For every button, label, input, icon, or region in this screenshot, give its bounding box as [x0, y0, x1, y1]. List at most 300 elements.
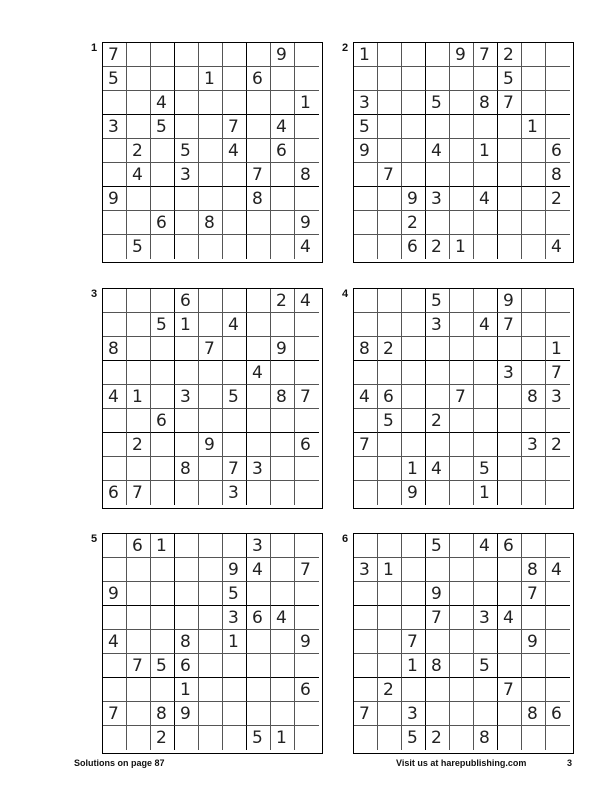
empty-cell[interactable]	[426, 115, 450, 139]
empty-cell[interactable]	[247, 313, 271, 337]
empty-cell[interactable]	[247, 678, 271, 702]
empty-cell[interactable]	[175, 409, 199, 433]
empty-cell[interactable]	[450, 654, 474, 678]
empty-cell[interactable]	[103, 139, 127, 163]
empty-cell[interactable]	[546, 67, 570, 91]
empty-cell[interactable]	[151, 187, 175, 211]
empty-cell[interactable]	[271, 534, 295, 558]
empty-cell[interactable]	[295, 361, 319, 385]
empty-cell[interactable]	[378, 433, 402, 457]
empty-cell[interactable]	[498, 702, 522, 726]
empty-cell[interactable]	[271, 481, 295, 505]
empty-cell[interactable]	[402, 534, 426, 558]
empty-cell[interactable]	[474, 678, 498, 702]
empty-cell[interactable]	[378, 211, 402, 235]
empty-cell[interactable]	[199, 678, 223, 702]
empty-cell[interactable]	[402, 91, 426, 115]
empty-cell[interactable]	[295, 726, 319, 750]
empty-cell[interactable]	[127, 606, 151, 630]
empty-cell[interactable]	[546, 606, 570, 630]
empty-cell[interactable]	[354, 606, 378, 630]
empty-cell[interactable]	[271, 433, 295, 457]
empty-cell[interactable]	[295, 654, 319, 678]
empty-cell[interactable]	[354, 630, 378, 654]
empty-cell[interactable]	[151, 289, 175, 313]
empty-cell[interactable]	[522, 187, 546, 211]
empty-cell[interactable]	[450, 409, 474, 433]
empty-cell[interactable]	[522, 337, 546, 361]
empty-cell[interactable]	[474, 337, 498, 361]
empty-cell[interactable]	[223, 211, 247, 235]
empty-cell[interactable]	[151, 558, 175, 582]
empty-cell[interactable]	[247, 409, 271, 433]
empty-cell[interactable]	[247, 211, 271, 235]
empty-cell[interactable]	[522, 534, 546, 558]
empty-cell[interactable]	[103, 534, 127, 558]
empty-cell[interactable]	[199, 654, 223, 678]
empty-cell[interactable]	[103, 211, 127, 235]
empty-cell[interactable]	[522, 91, 546, 115]
empty-cell[interactable]	[175, 433, 199, 457]
empty-cell[interactable]	[199, 582, 223, 606]
empty-cell[interactable]	[295, 313, 319, 337]
empty-cell[interactable]	[223, 361, 247, 385]
empty-cell[interactable]	[271, 582, 295, 606]
empty-cell[interactable]	[295, 115, 319, 139]
empty-cell[interactable]	[151, 457, 175, 481]
empty-cell[interactable]	[151, 481, 175, 505]
empty-cell[interactable]	[271, 235, 295, 259]
empty-cell[interactable]	[127, 409, 151, 433]
empty-cell[interactable]	[474, 433, 498, 457]
empty-cell[interactable]	[402, 385, 426, 409]
empty-cell[interactable]	[151, 163, 175, 187]
empty-cell[interactable]	[175, 337, 199, 361]
empty-cell[interactable]	[354, 654, 378, 678]
empty-cell[interactable]	[402, 409, 426, 433]
empty-cell[interactable]	[474, 115, 498, 139]
empty-cell[interactable]	[402, 678, 426, 702]
empty-cell[interactable]	[474, 385, 498, 409]
empty-cell[interactable]	[354, 409, 378, 433]
empty-cell[interactable]	[378, 115, 402, 139]
empty-cell[interactable]	[271, 91, 295, 115]
empty-cell[interactable]	[522, 139, 546, 163]
empty-cell[interactable]	[474, 582, 498, 606]
empty-cell[interactable]	[127, 211, 151, 235]
empty-cell[interactable]	[223, 654, 247, 678]
empty-cell[interactable]	[223, 678, 247, 702]
empty-cell[interactable]	[474, 630, 498, 654]
empty-cell[interactable]	[522, 409, 546, 433]
empty-cell[interactable]	[498, 582, 522, 606]
empty-cell[interactable]	[522, 654, 546, 678]
empty-cell[interactable]	[450, 558, 474, 582]
empty-cell[interactable]	[522, 67, 546, 91]
empty-cell[interactable]	[450, 606, 474, 630]
empty-cell[interactable]	[103, 289, 127, 313]
empty-cell[interactable]	[450, 115, 474, 139]
empty-cell[interactable]	[498, 481, 522, 505]
empty-cell[interactable]	[271, 163, 295, 187]
empty-cell[interactable]	[103, 654, 127, 678]
empty-cell[interactable]	[151, 361, 175, 385]
empty-cell[interactable]	[175, 115, 199, 139]
empty-cell[interactable]	[450, 361, 474, 385]
empty-cell[interactable]	[271, 678, 295, 702]
empty-cell[interactable]	[175, 606, 199, 630]
empty-cell[interactable]	[474, 67, 498, 91]
empty-cell[interactable]	[271, 558, 295, 582]
empty-cell[interactable]	[295, 67, 319, 91]
empty-cell[interactable]	[474, 211, 498, 235]
empty-cell[interactable]	[402, 115, 426, 139]
empty-cell[interactable]	[450, 534, 474, 558]
empty-cell[interactable]	[199, 313, 223, 337]
empty-cell[interactable]	[247, 91, 271, 115]
empty-cell[interactable]	[450, 337, 474, 361]
empty-cell[interactable]	[498, 457, 522, 481]
empty-cell[interactable]	[426, 67, 450, 91]
empty-cell[interactable]	[295, 409, 319, 433]
empty-cell[interactable]	[402, 433, 426, 457]
empty-cell[interactable]	[175, 235, 199, 259]
empty-cell[interactable]	[151, 67, 175, 91]
empty-cell[interactable]	[127, 630, 151, 654]
empty-cell[interactable]	[295, 481, 319, 505]
empty-cell[interactable]	[247, 582, 271, 606]
empty-cell[interactable]	[127, 558, 151, 582]
empty-cell[interactable]	[378, 289, 402, 313]
empty-cell[interactable]	[354, 67, 378, 91]
empty-cell[interactable]	[378, 457, 402, 481]
empty-cell[interactable]	[450, 433, 474, 457]
empty-cell[interactable]	[474, 235, 498, 259]
empty-cell[interactable]	[498, 187, 522, 211]
empty-cell[interactable]	[402, 361, 426, 385]
empty-cell[interactable]	[546, 91, 570, 115]
empty-cell[interactable]	[354, 481, 378, 505]
empty-cell[interactable]	[402, 558, 426, 582]
empty-cell[interactable]	[223, 337, 247, 361]
empty-cell[interactable]	[354, 187, 378, 211]
empty-cell[interactable]	[199, 289, 223, 313]
empty-cell[interactable]	[295, 702, 319, 726]
empty-cell[interactable]	[498, 211, 522, 235]
empty-cell[interactable]	[175, 67, 199, 91]
empty-cell[interactable]	[402, 139, 426, 163]
empty-cell[interactable]	[247, 289, 271, 313]
empty-cell[interactable]	[402, 337, 426, 361]
empty-cell[interactable]	[103, 361, 127, 385]
empty-cell[interactable]	[498, 235, 522, 259]
empty-cell[interactable]	[546, 534, 570, 558]
empty-cell[interactable]	[402, 606, 426, 630]
empty-cell[interactable]	[247, 235, 271, 259]
empty-cell[interactable]	[522, 289, 546, 313]
empty-cell[interactable]	[199, 91, 223, 115]
empty-cell[interactable]	[103, 678, 127, 702]
empty-cell[interactable]	[175, 187, 199, 211]
empty-cell[interactable]	[546, 43, 570, 67]
empty-cell[interactable]	[199, 385, 223, 409]
empty-cell[interactable]	[247, 115, 271, 139]
empty-cell[interactable]	[426, 678, 450, 702]
empty-cell[interactable]	[175, 726, 199, 750]
empty-cell[interactable]	[151, 678, 175, 702]
empty-cell[interactable]	[450, 289, 474, 313]
empty-cell[interactable]	[378, 534, 402, 558]
empty-cell[interactable]	[354, 534, 378, 558]
empty-cell[interactable]	[295, 187, 319, 211]
empty-cell[interactable]	[247, 139, 271, 163]
empty-cell[interactable]	[522, 726, 546, 750]
empty-cell[interactable]	[103, 91, 127, 115]
empty-cell[interactable]	[151, 582, 175, 606]
empty-cell[interactable]	[223, 289, 247, 313]
empty-cell[interactable]	[426, 702, 450, 726]
empty-cell[interactable]	[247, 337, 271, 361]
empty-cell[interactable]	[295, 337, 319, 361]
empty-cell[interactable]	[295, 43, 319, 67]
empty-cell[interactable]	[378, 139, 402, 163]
empty-cell[interactable]	[199, 630, 223, 654]
empty-cell[interactable]	[450, 481, 474, 505]
empty-cell[interactable]	[426, 433, 450, 457]
empty-cell[interactable]	[103, 726, 127, 750]
empty-cell[interactable]	[546, 654, 570, 678]
empty-cell[interactable]	[103, 606, 127, 630]
empty-cell[interactable]	[199, 726, 223, 750]
empty-cell[interactable]	[103, 457, 127, 481]
empty-cell[interactable]	[127, 726, 151, 750]
empty-cell[interactable]	[271, 630, 295, 654]
empty-cell[interactable]	[426, 385, 450, 409]
empty-cell[interactable]	[127, 582, 151, 606]
empty-cell[interactable]	[151, 235, 175, 259]
empty-cell[interactable]	[498, 385, 522, 409]
empty-cell[interactable]	[223, 702, 247, 726]
empty-cell[interactable]	[378, 187, 402, 211]
empty-cell[interactable]	[546, 582, 570, 606]
empty-cell[interactable]	[354, 726, 378, 750]
empty-cell[interactable]	[271, 211, 295, 235]
empty-cell[interactable]	[151, 337, 175, 361]
empty-cell[interactable]	[127, 313, 151, 337]
empty-cell[interactable]	[378, 235, 402, 259]
empty-cell[interactable]	[402, 163, 426, 187]
empty-cell[interactable]	[378, 481, 402, 505]
empty-cell[interactable]	[474, 702, 498, 726]
empty-cell[interactable]	[498, 654, 522, 678]
empty-cell[interactable]	[127, 43, 151, 67]
empty-cell[interactable]	[199, 361, 223, 385]
empty-cell[interactable]	[402, 43, 426, 67]
empty-cell[interactable]	[546, 457, 570, 481]
empty-cell[interactable]	[127, 289, 151, 313]
empty-cell[interactable]	[223, 163, 247, 187]
empty-cell[interactable]	[271, 313, 295, 337]
empty-cell[interactable]	[546, 678, 570, 702]
empty-cell[interactable]	[271, 457, 295, 481]
empty-cell[interactable]	[450, 702, 474, 726]
empty-cell[interactable]	[175, 534, 199, 558]
empty-cell[interactable]	[175, 91, 199, 115]
empty-cell[interactable]	[378, 726, 402, 750]
empty-cell[interactable]	[223, 433, 247, 457]
empty-cell[interactable]	[271, 67, 295, 91]
empty-cell[interactable]	[498, 630, 522, 654]
empty-cell[interactable]	[498, 139, 522, 163]
empty-cell[interactable]	[295, 606, 319, 630]
empty-cell[interactable]	[199, 235, 223, 259]
empty-cell[interactable]	[378, 91, 402, 115]
empty-cell[interactable]	[354, 235, 378, 259]
empty-cell[interactable]	[378, 361, 402, 385]
empty-cell[interactable]	[175, 43, 199, 67]
empty-cell[interactable]	[175, 211, 199, 235]
empty-cell[interactable]	[522, 678, 546, 702]
empty-cell[interactable]	[474, 163, 498, 187]
empty-cell[interactable]	[522, 457, 546, 481]
empty-cell[interactable]	[546, 313, 570, 337]
empty-cell[interactable]	[354, 211, 378, 235]
empty-cell[interactable]	[247, 654, 271, 678]
empty-cell[interactable]	[151, 630, 175, 654]
empty-cell[interactable]	[450, 630, 474, 654]
empty-cell[interactable]	[151, 385, 175, 409]
empty-cell[interactable]	[199, 163, 223, 187]
empty-cell[interactable]	[546, 726, 570, 750]
empty-cell[interactable]	[127, 115, 151, 139]
empty-cell[interactable]	[522, 606, 546, 630]
empty-cell[interactable]	[354, 163, 378, 187]
empty-cell[interactable]	[402, 313, 426, 337]
empty-cell[interactable]	[199, 606, 223, 630]
empty-cell[interactable]	[378, 67, 402, 91]
empty-cell[interactable]	[127, 361, 151, 385]
empty-cell[interactable]	[223, 187, 247, 211]
empty-cell[interactable]	[295, 139, 319, 163]
empty-cell[interactable]	[223, 91, 247, 115]
empty-cell[interactable]	[271, 361, 295, 385]
empty-cell[interactable]	[546, 409, 570, 433]
empty-cell[interactable]	[127, 702, 151, 726]
empty-cell[interactable]	[522, 235, 546, 259]
empty-cell[interactable]	[103, 163, 127, 187]
empty-cell[interactable]	[223, 409, 247, 433]
empty-cell[interactable]	[450, 211, 474, 235]
empty-cell[interactable]	[199, 409, 223, 433]
empty-cell[interactable]	[223, 235, 247, 259]
empty-cell[interactable]	[498, 558, 522, 582]
empty-cell[interactable]	[199, 558, 223, 582]
empty-cell[interactable]	[378, 630, 402, 654]
empty-cell[interactable]	[175, 361, 199, 385]
empty-cell[interactable]	[474, 409, 498, 433]
empty-cell[interactable]	[151, 139, 175, 163]
empty-cell[interactable]	[426, 558, 450, 582]
empty-cell[interactable]	[402, 67, 426, 91]
empty-cell[interactable]	[354, 289, 378, 313]
empty-cell[interactable]	[498, 726, 522, 750]
empty-cell[interactable]	[450, 582, 474, 606]
empty-cell[interactable]	[522, 313, 546, 337]
empty-cell[interactable]	[247, 481, 271, 505]
empty-cell[interactable]	[247, 43, 271, 67]
empty-cell[interactable]	[378, 582, 402, 606]
empty-cell[interactable]	[223, 726, 247, 750]
empty-cell[interactable]	[103, 313, 127, 337]
empty-cell[interactable]	[247, 385, 271, 409]
empty-cell[interactable]	[247, 433, 271, 457]
empty-cell[interactable]	[498, 163, 522, 187]
empty-cell[interactable]	[378, 606, 402, 630]
empty-cell[interactable]	[546, 211, 570, 235]
empty-cell[interactable]	[522, 43, 546, 67]
empty-cell[interactable]	[271, 654, 295, 678]
empty-cell[interactable]	[450, 91, 474, 115]
empty-cell[interactable]	[199, 139, 223, 163]
empty-cell[interactable]	[546, 481, 570, 505]
empty-cell[interactable]	[223, 43, 247, 67]
empty-cell[interactable]	[498, 409, 522, 433]
empty-cell[interactable]	[426, 361, 450, 385]
empty-cell[interactable]	[450, 67, 474, 91]
empty-cell[interactable]	[199, 457, 223, 481]
empty-cell[interactable]	[354, 313, 378, 337]
empty-cell[interactable]	[103, 409, 127, 433]
empty-cell[interactable]	[127, 337, 151, 361]
empty-cell[interactable]	[450, 313, 474, 337]
empty-cell[interactable]	[103, 558, 127, 582]
empty-cell[interactable]	[522, 361, 546, 385]
empty-cell[interactable]	[450, 187, 474, 211]
empty-cell[interactable]	[295, 534, 319, 558]
empty-cell[interactable]	[402, 582, 426, 606]
empty-cell[interactable]	[546, 289, 570, 313]
empty-cell[interactable]	[426, 43, 450, 67]
empty-cell[interactable]	[151, 43, 175, 67]
empty-cell[interactable]	[175, 481, 199, 505]
empty-cell[interactable]	[354, 582, 378, 606]
empty-cell[interactable]	[127, 457, 151, 481]
empty-cell[interactable]	[199, 481, 223, 505]
empty-cell[interactable]	[151, 606, 175, 630]
empty-cell[interactable]	[223, 534, 247, 558]
empty-cell[interactable]	[522, 481, 546, 505]
empty-cell[interactable]	[151, 433, 175, 457]
empty-cell[interactable]	[498, 337, 522, 361]
empty-cell[interactable]	[378, 43, 402, 67]
empty-cell[interactable]	[247, 630, 271, 654]
empty-cell[interactable]	[546, 630, 570, 654]
empty-cell[interactable]	[546, 115, 570, 139]
empty-cell[interactable]	[450, 139, 474, 163]
empty-cell[interactable]	[247, 702, 271, 726]
empty-cell[interactable]	[103, 433, 127, 457]
empty-cell[interactable]	[474, 289, 498, 313]
empty-cell[interactable]	[450, 457, 474, 481]
empty-cell[interactable]	[378, 654, 402, 678]
empty-cell[interactable]	[271, 187, 295, 211]
empty-cell[interactable]	[354, 457, 378, 481]
empty-cell[interactable]	[426, 163, 450, 187]
empty-cell[interactable]	[522, 211, 546, 235]
empty-cell[interactable]	[127, 187, 151, 211]
empty-cell[interactable]	[426, 337, 450, 361]
empty-cell[interactable]	[474, 558, 498, 582]
